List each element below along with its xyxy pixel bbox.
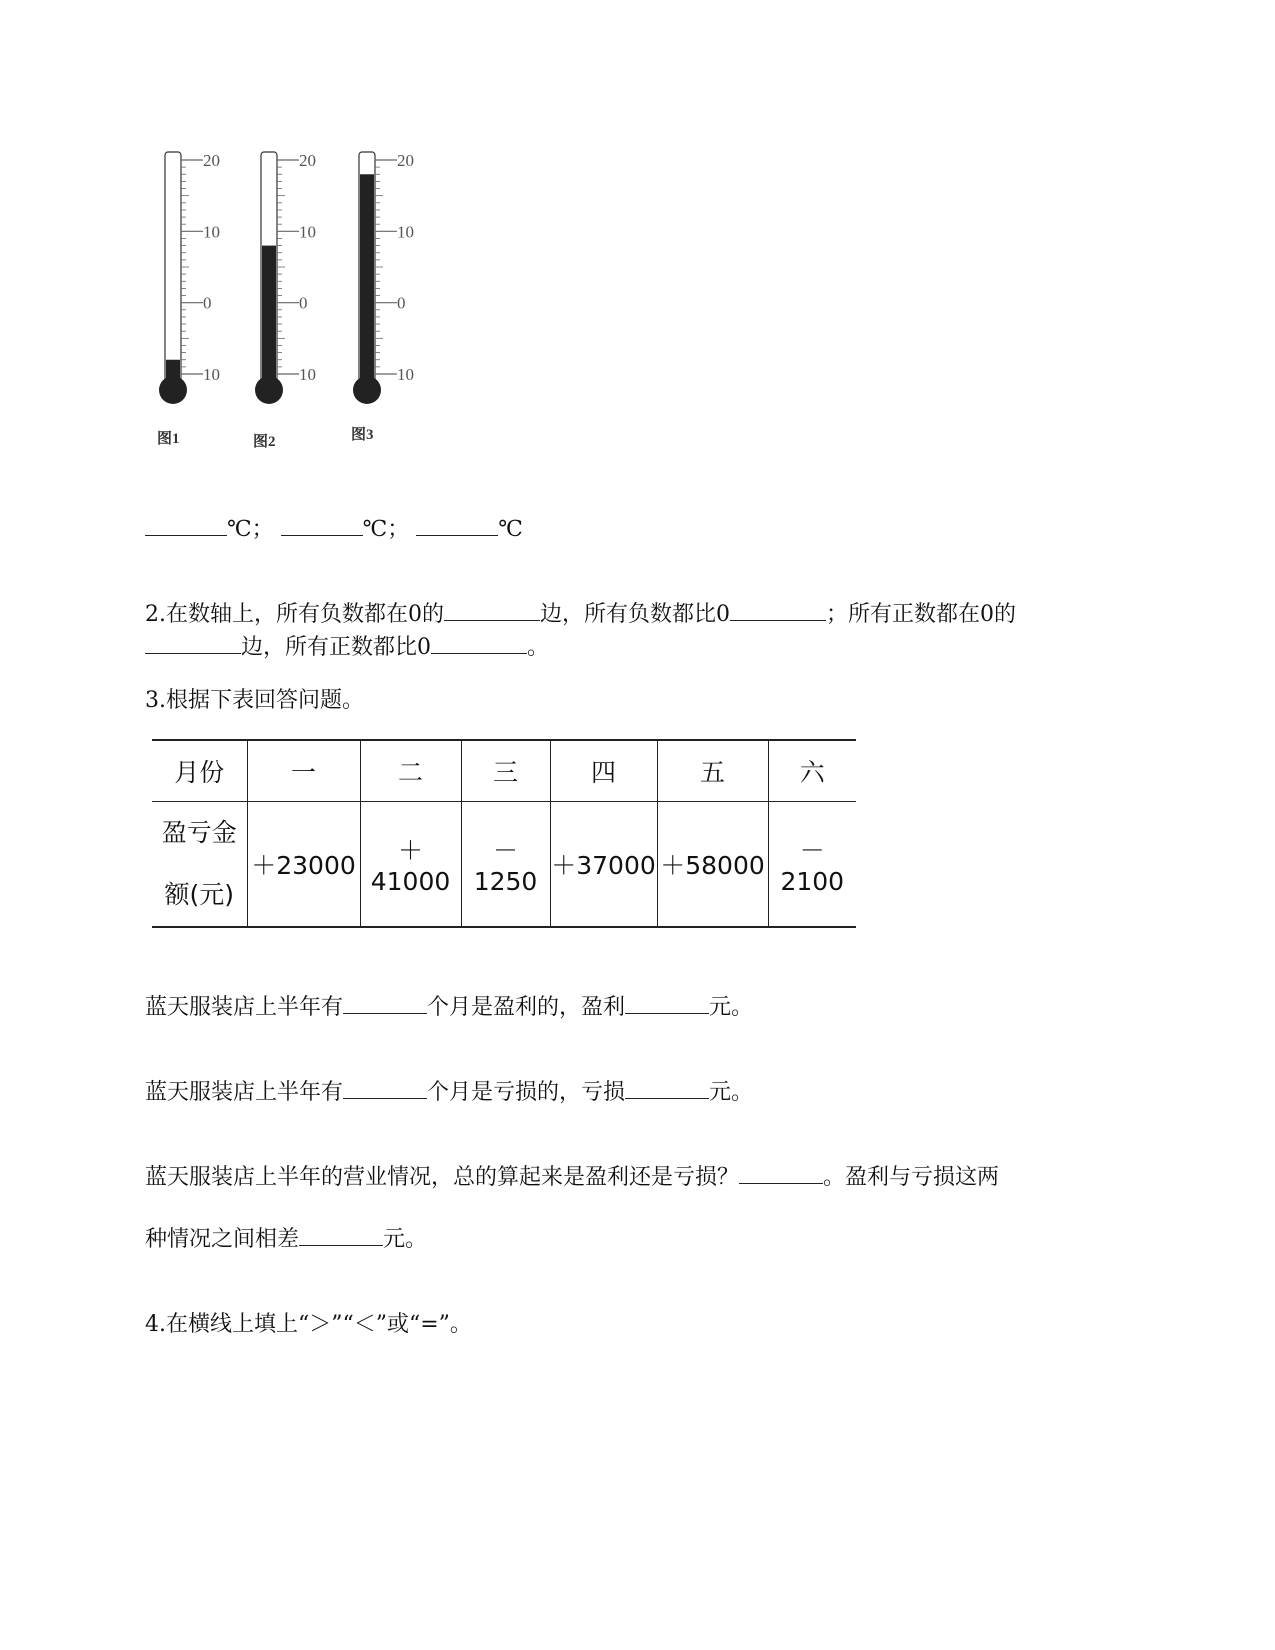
amount-cell: ＋23000	[247, 801, 360, 927]
q2-text-2: 边，所有负数都比0	[540, 602, 730, 627]
unit-label: ℃	[362, 517, 388, 542]
q2-text-1: 2.在数轴上，所有负数都在0的	[145, 602, 444, 627]
amount-header	[152, 801, 247, 927]
question-3-title: 3.根据下表回答问题。	[145, 688, 364, 713]
q3-s1-text-a: 蓝天服装店上半年有	[145, 995, 344, 1020]
question-4-title: 4.在横线上填上“＞”“＜”或“=”。	[145, 1312, 472, 1337]
scale-label: 0	[299, 293, 308, 313]
scale-label: 20	[203, 151, 220, 170]
month-header: 月份	[152, 740, 247, 801]
answer-blank-3[interactable]	[416, 513, 498, 536]
q3-s1-blank-2[interactable]	[625, 991, 709, 1014]
scale-label: 10	[397, 365, 414, 384]
scale-label: 10	[203, 222, 220, 242]
q3-sentence-3-line-2	[145, 1222, 427, 1253]
question-1-answers	[145, 512, 523, 543]
separator: ；	[387, 517, 410, 542]
thermometer-1	[157, 151, 220, 447]
amount-header-line-2: 额(元)	[164, 879, 234, 909]
q3-s2-text-a: 蓝天服装店上半年有	[145, 1080, 344, 1105]
q2-text-3: ；所有正数都在0的	[826, 602, 1016, 627]
mercury-column	[262, 246, 276, 390]
q3-s3-text-d: 元。	[383, 1227, 428, 1252]
q3-s3-blank-1[interactable]	[739, 1161, 823, 1184]
figure-caption: 图2	[253, 434, 276, 450]
q3-s2-blank-2[interactable]	[625, 1076, 709, 1099]
q3-s1-text-b: 个月是盈利的，盈利	[427, 995, 626, 1020]
question-2-line-1	[145, 597, 1016, 628]
month-cell: 四	[550, 740, 657, 801]
scale-label: 10	[299, 365, 316, 384]
scale-label: 10	[299, 222, 316, 242]
thermometer-bulb	[159, 376, 187, 404]
answer-blank-2[interactable]	[281, 513, 363, 536]
thermometer-tube	[165, 152, 181, 390]
amount-cell: ＋37000	[550, 801, 657, 927]
amount-cell: ＋58000	[657, 801, 768, 927]
unit-label: ℃	[498, 517, 523, 542]
thermometer-2	[253, 151, 316, 450]
q3-s1-blank-1[interactable]	[343, 991, 427, 1014]
unit-label: ℃	[227, 517, 252, 542]
scale-label: 20	[397, 151, 414, 170]
amount-cell: ＋41000	[360, 801, 461, 927]
answer-blank-1[interactable]	[145, 513, 227, 536]
q2-text-5: 。	[527, 635, 550, 660]
mercury-column	[360, 174, 374, 390]
q2-blank-2[interactable]	[730, 598, 826, 621]
amount-header-line-1: 盈亏金	[161, 817, 237, 847]
q3-sentence-3-line-1	[145, 1160, 999, 1191]
thermometer-3	[351, 151, 414, 443]
q3-s2-text-b: 个月是亏损的，亏损	[427, 1080, 626, 1105]
q3-s2-blank-1[interactable]	[343, 1076, 427, 1099]
thermometer-bulb	[353, 376, 381, 404]
scale-label: 0	[203, 293, 212, 313]
q3-s3-text-a: 蓝天服装店上半年的营业情况，总的算起来是盈利还是亏损？	[145, 1165, 740, 1190]
q3-s3-text-c: 种情况之间相差	[145, 1227, 300, 1252]
thermometer-figure	[145, 140, 445, 460]
figure-caption: 图1	[157, 431, 180, 447]
q2-text-4: 边，所有正数都比0	[241, 635, 431, 660]
q3-sentence-2	[145, 1075, 753, 1106]
figure-caption: 图3	[351, 427, 374, 443]
scale-label: 0	[397, 293, 406, 313]
q2-blank-1[interactable]	[444, 598, 540, 621]
month-cell: 三	[461, 740, 550, 801]
month-cell: 六	[768, 740, 856, 801]
profit-loss-table	[152, 739, 856, 928]
question-2-line-2	[145, 630, 549, 661]
q3-sentence-1	[145, 990, 753, 1021]
separator: ；	[251, 517, 274, 542]
table-header-row	[152, 740, 856, 801]
month-cell: 五	[657, 740, 768, 801]
scale-label: 20	[299, 151, 316, 170]
q3-s1-text-c: 元。	[709, 995, 754, 1020]
table-amount-row	[152, 801, 856, 927]
scale-label: 10	[203, 365, 220, 384]
amount-cell: －1250	[461, 801, 550, 927]
q3-s3-blank-2[interactable]	[299, 1223, 383, 1246]
q2-blank-4[interactable]	[431, 631, 527, 654]
scale-label: 10	[397, 222, 414, 242]
q3-s3-text-b: 。盈利与亏损这两	[823, 1165, 1000, 1190]
month-cell: 二	[360, 740, 461, 801]
q2-blank-3[interactable]	[145, 631, 241, 654]
thermometer-bulb	[255, 376, 283, 404]
q3-s2-text-c: 元。	[709, 1080, 754, 1105]
month-cell: 一	[247, 740, 360, 801]
amount-cell: －2100	[768, 801, 856, 927]
